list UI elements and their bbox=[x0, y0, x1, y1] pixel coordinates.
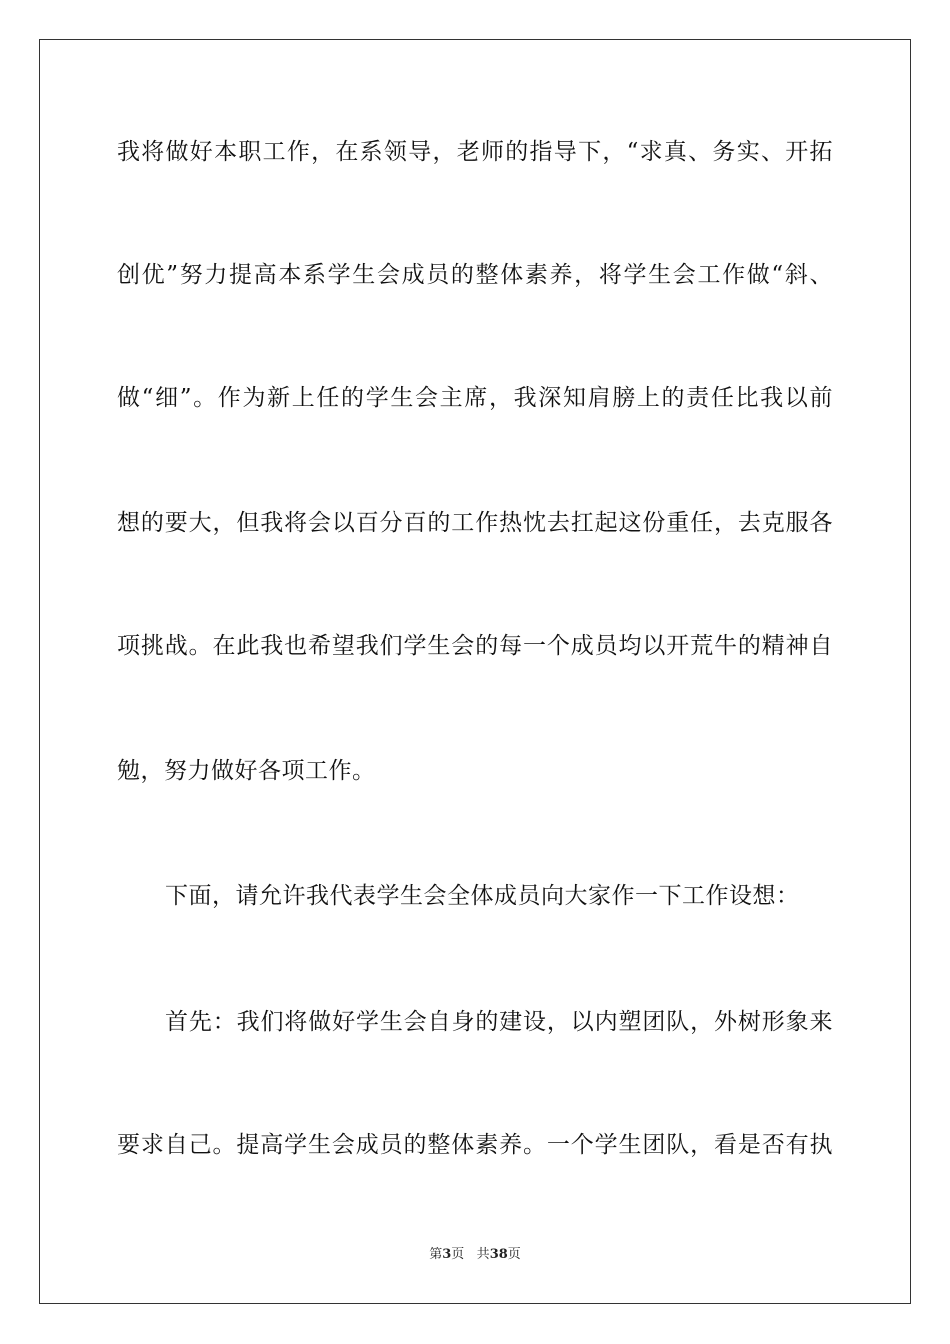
page-border bbox=[39, 39, 911, 1304]
body-line-7: 下面，请允许我代表学生会全体成员向大家作一下工作设想： bbox=[165, 883, 800, 909]
footer-page-number: 3 bbox=[442, 1247, 452, 1262]
footer-page-prefix: 第 bbox=[429, 1247, 443, 1262]
body-line-8: 首先：我们将做好学生会自身的建设，以内塑团队，外树形象来 bbox=[165, 1009, 833, 1035]
body-line-6: 勉，努力做好各项工作。 bbox=[117, 758, 376, 784]
footer-total-pages: 38 bbox=[489, 1247, 508, 1262]
body-line-2: 创优”努力提高本系学生会成员的整体素养，将学生会工作做“斜、 bbox=[117, 262, 833, 288]
body-line-9: 要求自己。提高学生会成员的整体素养。一个学生团队，看是否有执 bbox=[117, 1132, 833, 1158]
body-line-1: 我将做好本职工作，在系领导，老师的指导下，“求真、务实、开拓 bbox=[117, 139, 833, 165]
footer-page-suffix: 页 bbox=[451, 1247, 465, 1262]
footer-total-prefix: 共 bbox=[476, 1247, 490, 1262]
body-line-4: 想的要大，但我将会以百分百的工作热忱去扛起这份重任，去克服各 bbox=[117, 510, 833, 536]
body-line-3: 做“细”。作为新上任的学生会主席，我深知肩膀上的责任比我以前 bbox=[117, 385, 833, 411]
footer-total-suffix: 页 bbox=[507, 1247, 521, 1262]
body-line-5: 项挑战。在此我也希望我们学生会的每一个成员均以开荒牛的精神自 bbox=[117, 633, 833, 659]
page-footer bbox=[0, 1246, 950, 1264]
